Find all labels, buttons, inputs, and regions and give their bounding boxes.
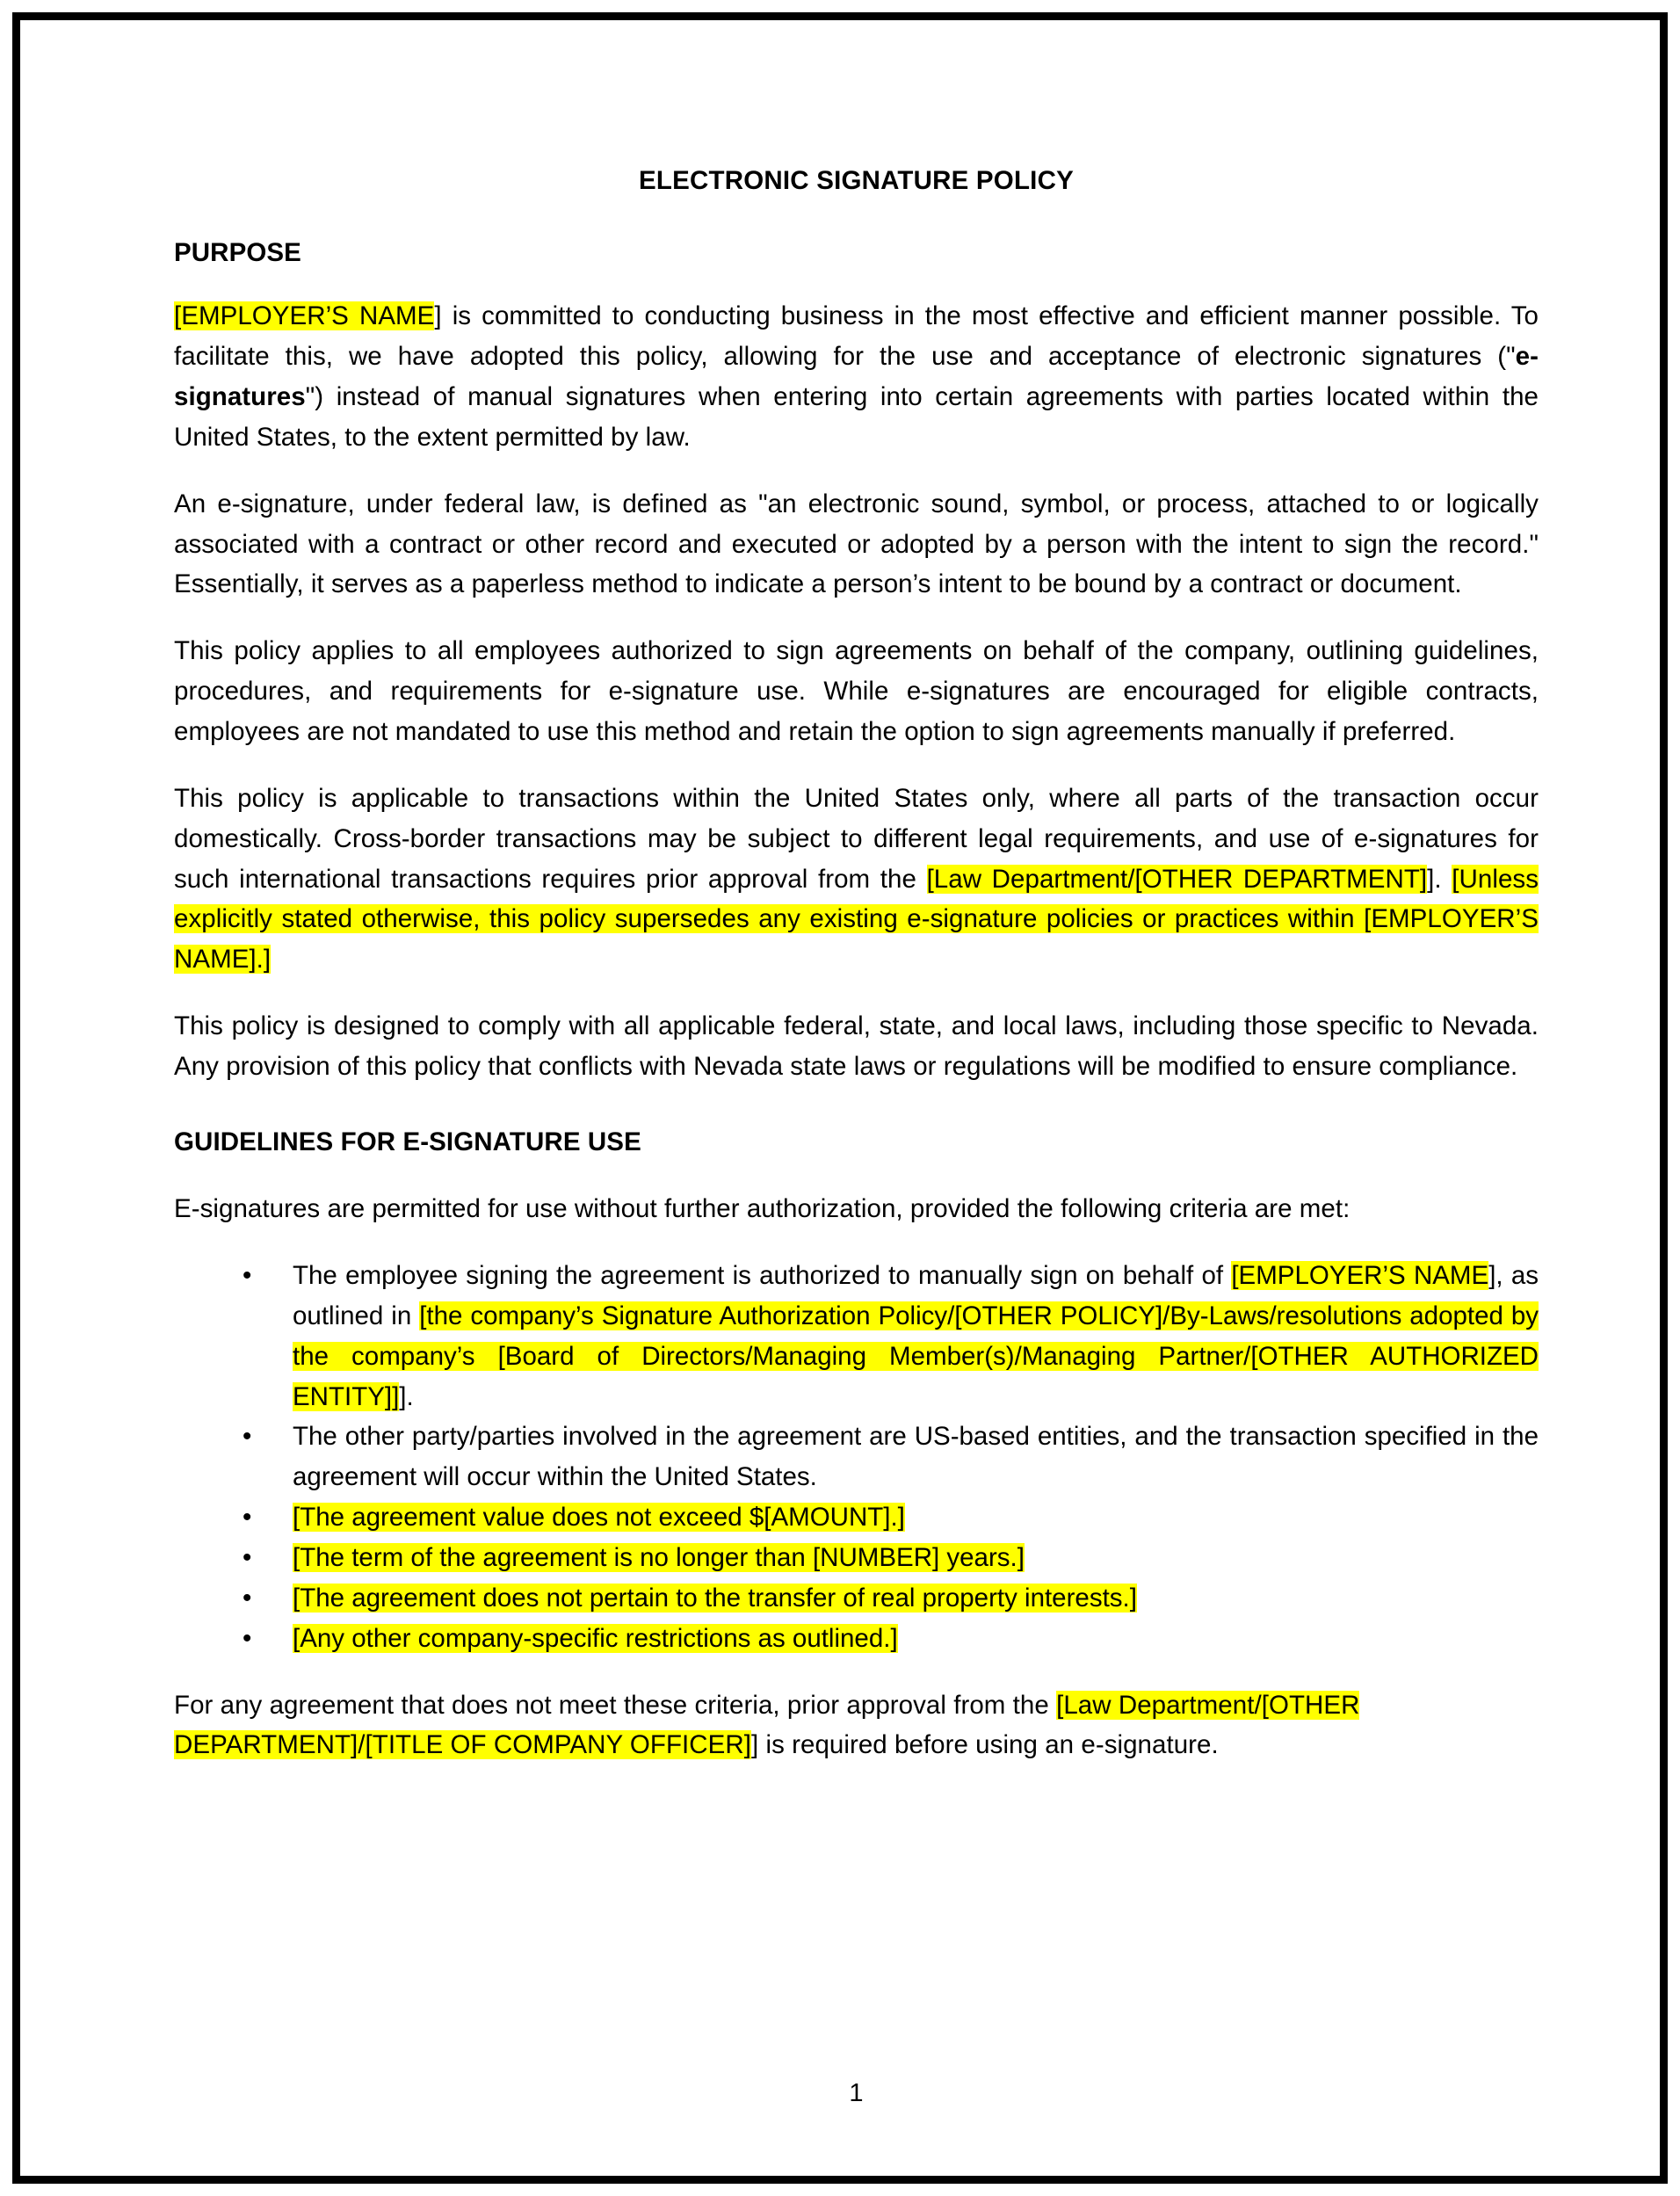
highlight-other-restrictions: [Any other company-specific restrictions as outlined.] <box>293 1623 898 1653</box>
section-heading-guidelines: GUIDELINES FOR E-SIGNATURE USE <box>174 1127 641 1156</box>
paragraph-text: For any agreement that does not meet these criteria, prior approval from the <box>174 1690 1057 1720</box>
highlight-supersedes-clause: [Unless explicitly stated otherwise, this policy supersedes any existing e-signature policies or practices within [EMPLOYER’S NAME].] <box>174 864 1539 975</box>
document-body <box>174 165 1539 2107</box>
paragraph-purpose-5: This policy is designed to comply with all applicable federal, state, and local laws, including those specific to Nevada. Any provision of this policy that conflicts with Nevada state laws or regulations will be modified to ensure compliance. <box>174 1011 1539 1081</box>
list-item-text: ], as outlined in <box>293 1261 1539 1330</box>
paragraph-text: ] is required before using an e-signature. <box>750 1730 1219 1760</box>
paragraph-text: ] is committed to conducting business in the most effective and efficient manner possible. To facilitate this, we have adopted this policy, allowing for the use and acceptance of electronic signatures (" <box>174 301 1539 372</box>
paragraph-text: ]. <box>1427 864 1452 894</box>
page-title: ELECTRONIC SIGNATURE POLICY <box>639 166 1074 195</box>
highlight-employer-name: [EMPLOYER’S NAME <box>174 301 435 331</box>
paragraph-purpose-2: An e-signature, under federal law, is defined as "an electronic sound, symbol, or process, attached to or logically associated with a contract or other record and executed or adopted by a person with the intent to sign the record." Essentially, it serves as a paperless method to indicate a person’s intent to be bound by a contract or document. <box>174 489 1539 599</box>
highlight-law-department-officer: [Law Department/[OTHER DEPARTMENT]/[TITLE OF COMPANY OFFICER] <box>174 1690 1360 1760</box>
paragraph-purpose-1 <box>174 296 1539 457</box>
page-number: 1 <box>849 2079 864 2107</box>
highlight-law-department: [Law Department/[OTHER DEPARTMENT] <box>926 864 1428 894</box>
paragraph-guidelines-intro: E-signatures are permitted for use without further authorization, provided the following criteria are met: <box>174 1194 1351 1224</box>
highlight-signature-authorization-policy: [the company’s Signature Authorization Policy/[OTHER POLICY]/By-Laws/resolutions adopted by the company’s [Board of Directors/Managing Member(s)/Managing Partner/[OTHER AUTHORIZED ENTITY]] <box>293 1301 1539 1411</box>
paragraph-text: ") instead of manual signatures when entering into certain agreements with parties located within the United States, to the extent permitted by law. <box>174 381 1539 452</box>
list-item <box>174 1538 1539 1578</box>
list-item <box>174 1578 1539 1619</box>
section-heading-purpose: PURPOSE <box>174 237 301 267</box>
highlight-employer-name: [EMPLOYER’S NAME <box>1231 1261 1489 1291</box>
list-item <box>174 1256 1539 1417</box>
highlight-real-property: [The agreement does not pertain to the transfer of real property interests.] <box>293 1583 1137 1613</box>
list-item <box>174 1417 1539 1497</box>
list-item-text: The other party/parties involved in the agreement are US-based entities, and the transaction specified in the agreement will occur within the United States. <box>293 1422 1539 1492</box>
criteria-list <box>174 1256 1539 1659</box>
paragraph-guidelines-closing <box>174 1685 1539 1766</box>
list-item-text: The employee signing the agreement is authorized to manually sign on behalf of <box>293 1261 1232 1291</box>
list-item <box>174 1619 1539 1659</box>
list-item <box>174 1497 1539 1538</box>
paragraph-purpose-4 <box>174 779 1539 980</box>
paragraph-text: This policy is applicable to transactions within the United States only, where all parts of the transaction occur domestically. Cross-border transactions may be subject to different legal requirements, and use of e-signatures for such international transactions requires prior approval from the <box>174 783 1539 894</box>
highlight-agreement-value: [The agreement value does not exceed $[AMOUNT].] <box>293 1503 905 1533</box>
highlight-agreement-term: [The term of the agreement is no longer than [NUMBER] years.] <box>293 1543 1025 1573</box>
list-item-text: ]. <box>399 1381 414 1411</box>
paragraph-purpose-3: This policy applies to all employees authorized to sign agreements on behalf of the company, outlining guidelines, procedures, and requirements for e-signature use. While e-signatures are encouraged for eligible contracts, employees are not mandated to use this method and retain the option to sign agreements manually if preferred. <box>174 636 1539 746</box>
bold-e-signatures: e-signatures <box>174 342 1539 411</box>
page-frame <box>12 12 1668 2184</box>
